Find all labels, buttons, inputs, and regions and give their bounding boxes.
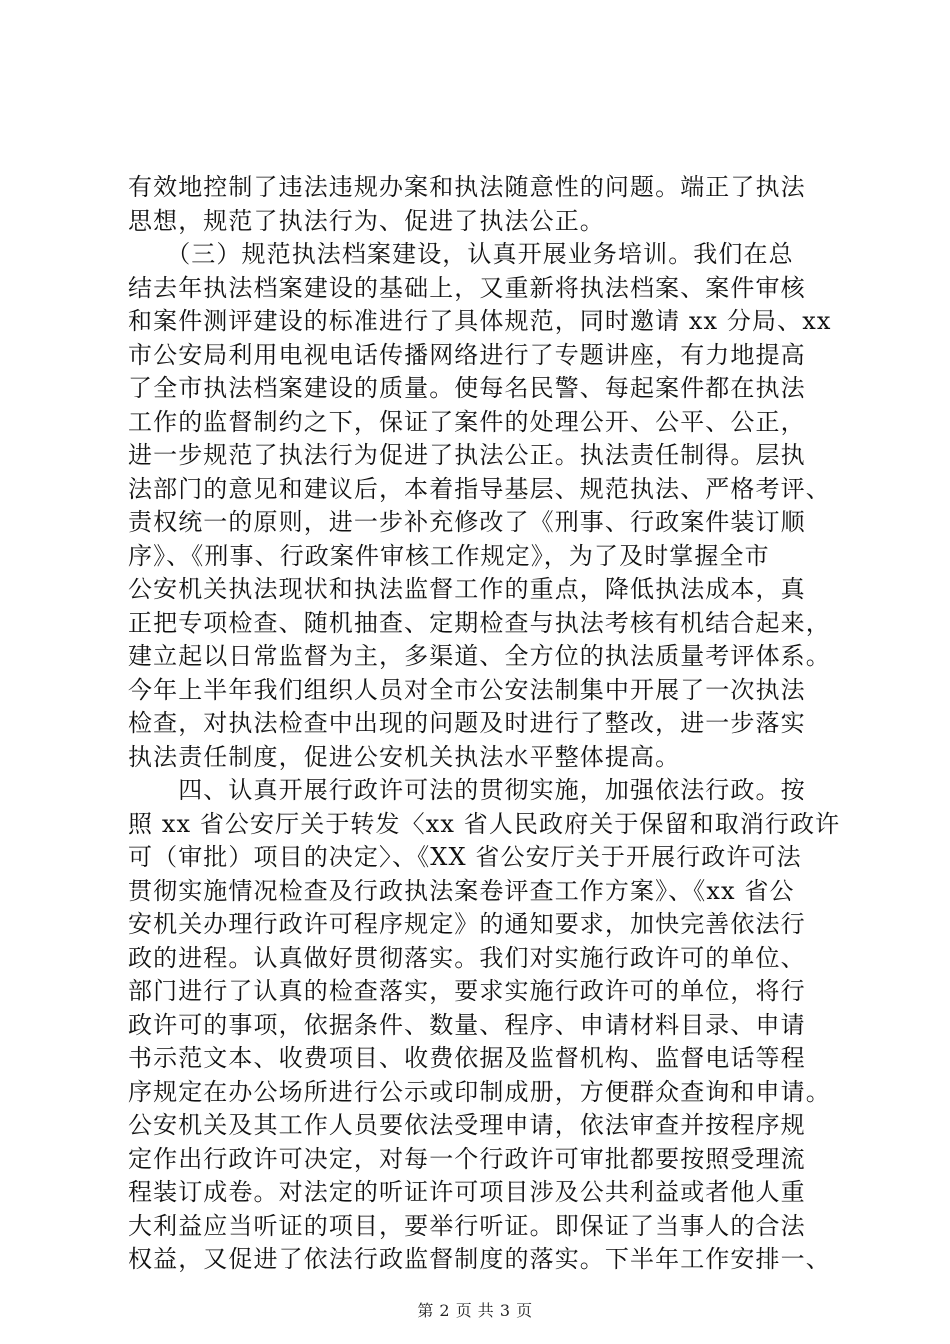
text-line: 照 xx 省公安厅关于转发〈xx 省人民政府关于保留和取消行政许 xyxy=(128,809,841,838)
text-line: 今年上半年我们组织人员对全市公安法制集中开展了一次执法 xyxy=(128,675,806,704)
text-line: 政的进程。认真做好贯彻落实。我们对实施行政许可的单位、 xyxy=(128,943,806,972)
text-line: 有效地控制了违法违规办案和执法随意性的问题。端正了执法 xyxy=(128,173,806,201)
text-line: 责权统一的原则，进一步补充修改了《刑事、行政案件装订顺 xyxy=(128,508,806,536)
page-number-footer: 第 2 页 共 3 页 xyxy=(417,1301,533,1320)
text-line: 正把专项检查、随机抽查、定期检查与执法考核有机结合起来， xyxy=(128,608,831,637)
text-line: 检查，对执法检查中出现的问题及时进行了整改，进一步落实 xyxy=(128,709,806,737)
text-line: 四、认真开展行政许可法的贯彻实施，加强依法行政。按 xyxy=(128,776,806,804)
text-line: 可（审批）项目的决定〉、《XX 省公安厅关于开展行政许可法 xyxy=(128,843,802,871)
text-line: 序规定在办公场所进行公示或印制成册，方便群众查询和申请。 xyxy=(128,1077,831,1106)
text-line: 结去年执法档案建设的基础上，又重新将执法档案、案件审核 xyxy=(128,273,806,302)
text-line: 安机关办理行政许可程序规定》的通知要求，加快完善依法行 xyxy=(128,910,806,938)
text-line: 和案件测评建设的标准进行了具体规范，同时邀请 xx 分局、xx xyxy=(128,307,832,335)
text-line: 书示范文本、收费项目、收费依据及监督机构、监督电话等程 xyxy=(128,1044,806,1072)
text-line: 进一步规范了执法行为促进了执法公正。执法责任制得。层执 xyxy=(128,441,806,469)
text-line: 建立起以日常监督为主，多渠道、全方位的执法质量考评体系。 xyxy=(128,642,831,670)
text-line: 了全市执法档案建设的质量。使每名民警、每起案件都在执法 xyxy=(128,374,806,402)
text-line: 序》、《刑事、行政案件审核工作规定》，为了及时掌握全市 xyxy=(128,541,770,570)
text-line: 贯彻实施情况检查及行政执法案卷评查工作方案》、《xx 省公 xyxy=(128,876,795,905)
text-line: 思想，规范了执法行为、促进了执法公正。 xyxy=(128,206,605,235)
text-line: （三）规范执法档案建设，认真开展业务培训。我们在总 xyxy=(128,240,794,268)
text-line: 大利益应当听证的项目，要举行听证。即保证了当事人的合法 xyxy=(128,1211,806,1240)
text-line: 公安机关及其工作人员要依法受理申请，依法审查并按程序规 xyxy=(128,1111,806,1139)
text-line: 市公安局利用电视电话传播网络进行了专题讲座，有力地提高 xyxy=(128,340,806,369)
text-line: 部门进行了认真的检查落实，要求实施行政许可的单位，将行 xyxy=(128,977,806,1005)
text-line: 公安机关执法现状和执法监督工作的重点，降低执法成本，真 xyxy=(128,575,806,603)
body-text xyxy=(128,171,848,1277)
text-line: 定作出行政许可决定，对每一个行政许可审批都要按照受理流 xyxy=(128,1144,806,1173)
text-line: 权益，又促进了依法行政监督制度的落实。下半年工作安排一、 xyxy=(128,1245,831,1273)
text-line: 工作的监督制约之下，保证了案件的处理公开、公平、公正， xyxy=(128,407,806,436)
text-line: 执法责任制度，促进公安机关执法水平整体提高。 xyxy=(128,742,681,771)
text-line: 法部门的意见和建议后，本着指导基层、规范执法、严格考评、 xyxy=(128,474,831,503)
text-line: 政许可的事项，依据条件、数量、程序、申请材料目录、申请 xyxy=(128,1010,806,1039)
text-line: 程装订成卷。对法定的听证许可项目涉及公共利益或者他人重 xyxy=(128,1178,806,1206)
